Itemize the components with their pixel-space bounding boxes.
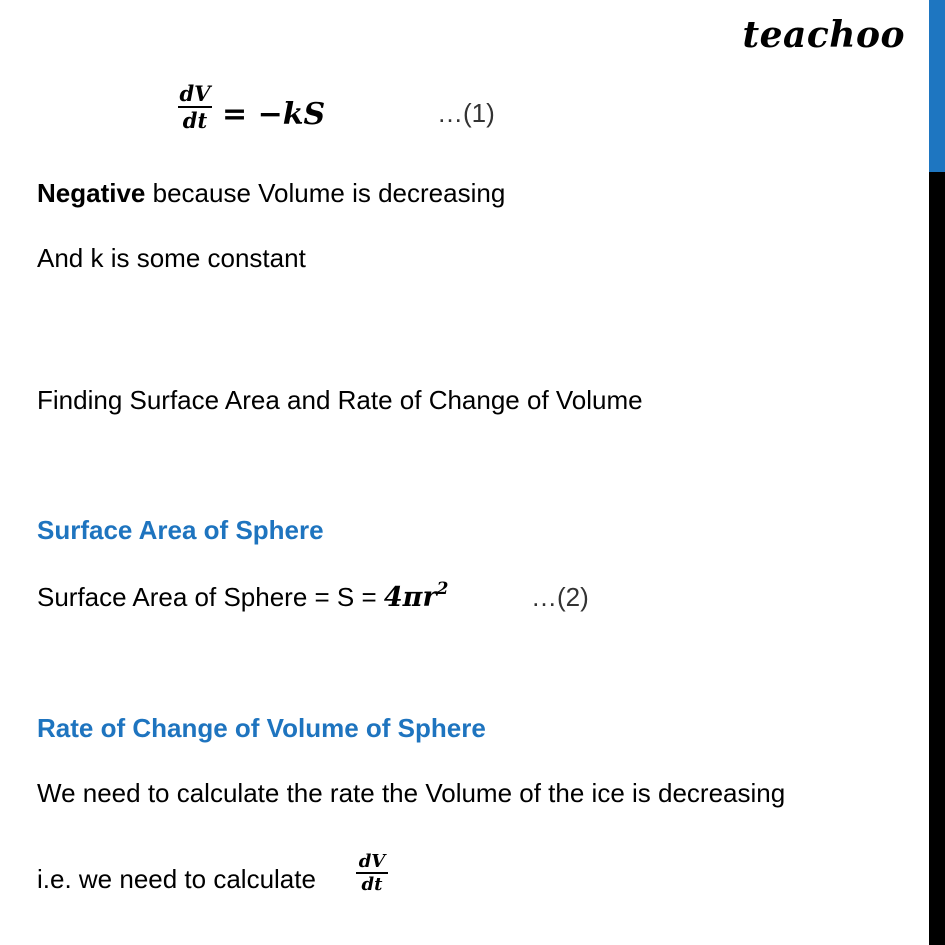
k-constant-line: And k is some constant bbox=[37, 243, 306, 273]
surface-area-heading: Surface Area of Sphere bbox=[37, 515, 324, 545]
rate-fraction-denominator: dt bbox=[361, 873, 383, 895]
negative-bold: Negative bbox=[37, 178, 146, 208]
negative-rest: because Volume is decreasing bbox=[145, 178, 506, 208]
finding-line: Finding Surface Area and Rate of Change of Volume bbox=[37, 385, 643, 415]
surface-area-exponent: 2 bbox=[436, 579, 449, 599]
rate-fraction-numerator: dV bbox=[358, 851, 386, 872]
equation1-numerator: dV bbox=[179, 81, 211, 106]
sidebar-accent bbox=[929, 0, 945, 172]
negative-line bbox=[37, 178, 505, 208]
equation1-denominator: dt bbox=[182, 108, 208, 133]
rate-text-2: i.e. we need to calculate bbox=[37, 864, 316, 894]
surface-area-formula: 4πr bbox=[383, 582, 437, 613]
equation1-rhs: = −kS bbox=[222, 97, 326, 132]
surface-area-line bbox=[37, 579, 449, 616]
surface-area-label: …(2) bbox=[531, 582, 589, 612]
rate-fraction bbox=[356, 851, 388, 896]
surface-area-text: Surface Area of Sphere = S = bbox=[37, 582, 384, 612]
equation1-label: …(1) bbox=[437, 98, 495, 128]
rate-heading: Rate of Change of Volume of Sphere bbox=[37, 713, 486, 743]
rate-text-1: We need to calculate the rate the Volume of the ice is decreasing bbox=[37, 778, 786, 808]
teachoo-logo: teachoo bbox=[742, 14, 905, 56]
equation1-fraction bbox=[178, 82, 212, 134]
